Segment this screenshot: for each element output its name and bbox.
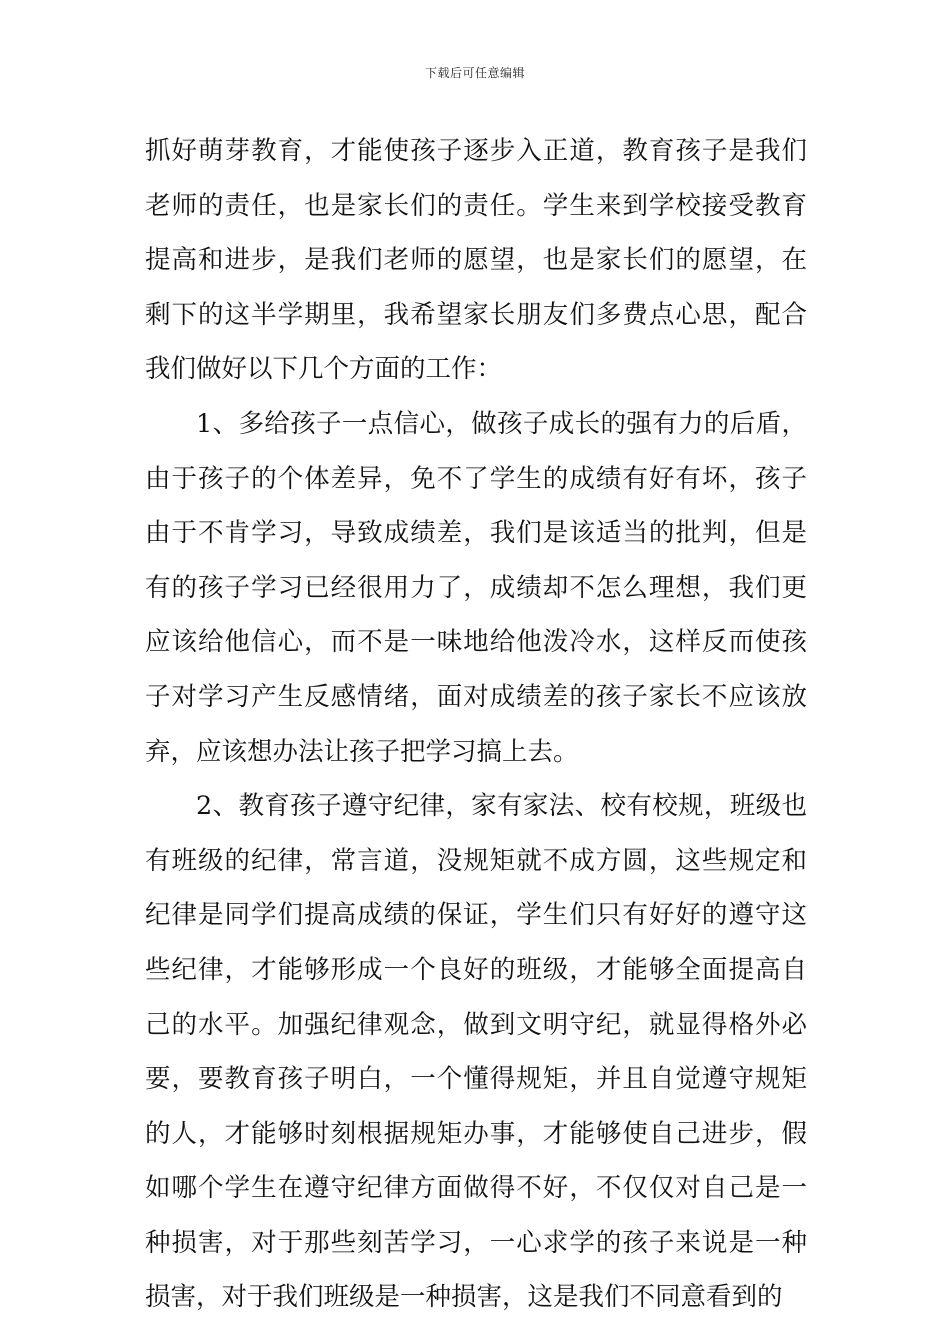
paragraph-item-2: 2、教育孩子遵守纪律，家有家法、校有校规，班级也有班级的纪律，常言道，没规矩就不成方圆，这些规定和纪律是同学们提高成绩的保证，学生们只有好好的遵守这些纪律，才能够形成一个良好的班级，才能够全面提高自己的水平。加强纪律观念，做到文明守纪，就显得格外必要，要教育孩子明白，一个懂得规矩，并且自觉遵守规矩的人，才能够时刻根据规矩办事，才能够使自己进步，假如哪个学生在遵守纪律方面做得不好，不仅仅对自己是一种损害，对于那些刻苦学习，一心求学的孩子来说是一种损害，对于我们班级是一种损害，这是我们不同意看到的: [145, 791, 807, 1313]
paragraph-item-1: 1、多给孩子一点信心，做孩子成长的强有力的后盾，由于孩子的个体差异，免不了学生的成绩有好有坏，孩子由于不肯学习，导致成绩差，我们是该适当的批判，但是有的孩子学习已经很用力了，成绩却不怎么理想，我们更应该给他信心，而不是一味地给他泼冷水，这样反而使孩子对学习产生反感情绪，面对成绩差的孩子家长不应该放弃，应该想办法让孩子把学习搞上去。: [145, 408, 807, 767]
document-body: [145, 124, 807, 1325]
page-header: 下载后可任意编辑: [424, 66, 525, 80]
paragraph-intro: 抓好萌芽教育，才能使孩子逐步入正道，教育孩子是我们老师的责任，也是家长们的责任。学生来到学校接受教育提高和进步，是我们老师的愿望，也是家长们的愿望，在剩下的这半学期里，我希望家长朋友们多费点心思，配合我们做好以下几个方面的工作：: [145, 136, 807, 385]
